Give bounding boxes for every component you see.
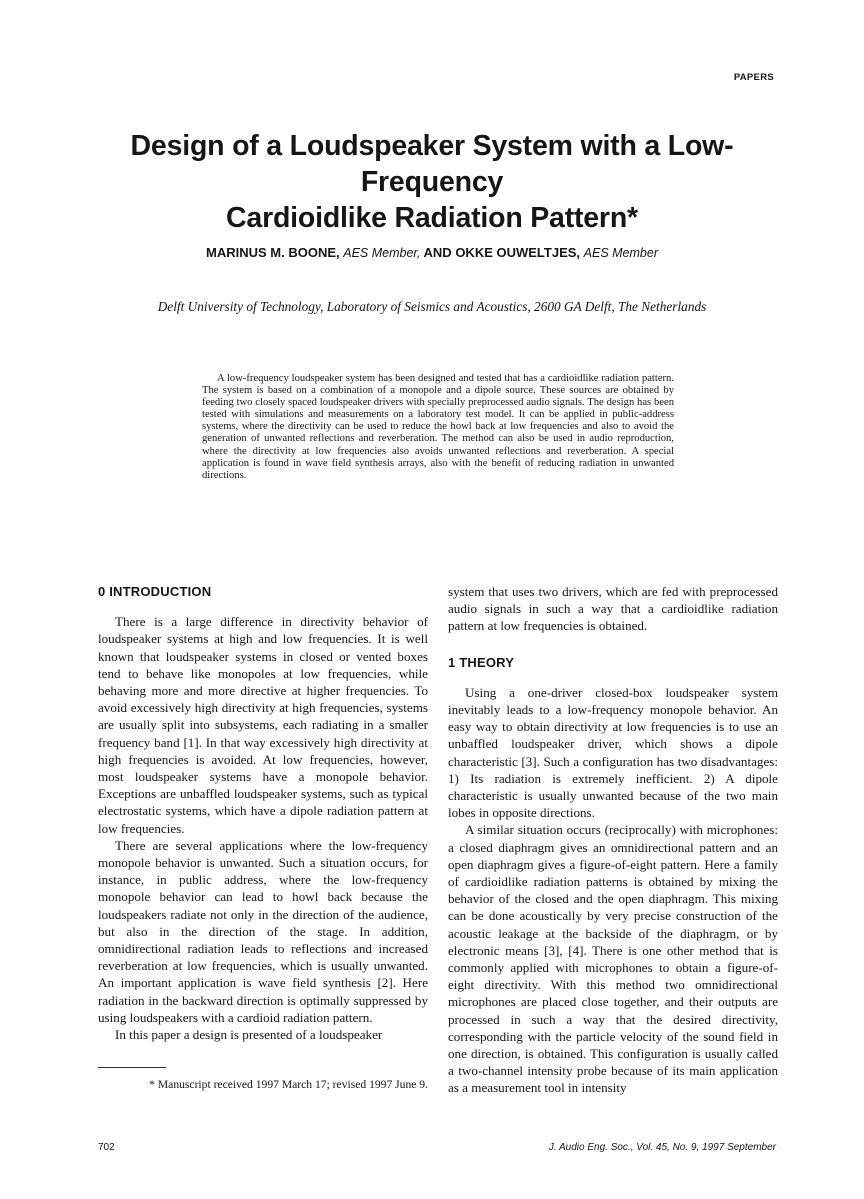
journal-reference: J. Audio Eng. Soc., Vol. 45, No. 9, 1997 September (548, 1142, 776, 1153)
title-line-1: Design of a Loudspeaker System with a Low-Frequency (130, 130, 734, 198)
theory-heading: 1 THEORY (448, 654, 515, 670)
right-column (448, 583, 778, 1097)
author-1-membership: AES Member, (343, 246, 421, 260)
intro-paragraph-1: There is a large difference in directivity behavior of loudspeaker systems at high and low frequencies. It is well known that loudspeaker systems in closed or vented boxes tend to behave like monopoles at low frequencies, while behaving more and more directive at higher frequencies. To avoid excessively high directivity at high frequencies, systems are usually split into subsystems, each radiating in a smaller frequency band [1]. In that way excessively high directivity at high frequencies is avoided. At low frequencies, however, most loudspeaker systems have a monopole behavior. Exceptions are unbaffled loudspeaker systems, such as typical electrostatic systems, which have a dipole radiation pattern at low frequencies. (98, 614, 428, 836)
author-1-name: MARINUS M. BOONE, (206, 245, 340, 260)
author-connector: AND (423, 245, 452, 260)
page-number: 702 (98, 1142, 115, 1153)
author-line (60, 245, 804, 260)
title-line-2: Cardioidlike Radiation Pattern* (226, 202, 638, 234)
footnote-divider (98, 1067, 166, 1068)
abstract: A low-frequency loudspeaker system has been designed and tested that has a cardioidlike radiation pattern. The system is based on a combination of a monopole and a dipole source. These sources are obtained by feeding two closely spaced loudspeaker drivers with specially preprocessed audio signals. The design has been tested with simulations and measurements on a laboratory test model. It can be applied in public-address systems, where the directivity can be used to reduce the howl back at low frequencies and also to avoid the generation of unwanted reflections and reverberation. The method can also be used in audio reproduction, where the directivity at low frequencies also avoids unwanted reflections and reverberation. A special application is found in wave field synthesis arrays, also with the benefit of reducing radiation in unwanted directions. (202, 373, 674, 481)
author-2-membership: AES Member (583, 246, 658, 260)
intro-paragraph-2: There are several applications where the low-frequency monopole behavior is unwanted. Such a situation occurs, for instance, in public address, where the low-frequency monopole behavior can lead to howl back because the loudspeakers radiate not only in the direction of the audience, but also in the direction of the stage. In addition, omnidirectional radiation leads to reflections and increased reverberation at low frequencies, which is usually unwanted. An important application is wave field synthesis [2]. Here radiation in the backward direction is optimally suppressed by using loudspeakers with a cardioid radiation pattern. (98, 837, 428, 1025)
theory-paragraph-2: A similar situation occurs (reciprocally) with microphones: a closed diaphragm gives an omnidirectional pattern and an open diaphragm gives a figure-of-eight pattern. Here a family of cardioidlike radiation patterns is obtained by mixing the behavior of the closed and the open diaphragm. This mixing can be done acoustically by very precise construction of the acoustic leakage at the backside of the diaphragm, or by electronic means [3], [4]. There is one other method that is commonly applied with microphones to obtain a figure-of-eight directivity. With this method two omnidirectional microphones are placed close together, and their outputs are processed in such a way that the desired directivity, corresponding with the particle velocity of the sound field in one direction, is obtained. This configuration is usually called a two-channel intensity probe because of its main application as a measurement tool in intensity (448, 822, 778, 1096)
footnote: * Manuscript received 1997 March 17; revised 1997 June 9. (149, 1078, 428, 1091)
author-2-name: OKKE OUWELTJES, (455, 245, 581, 260)
affiliation: Delft University of Technology, Laboratory of Seismics and Acoustics, 2600 GA Delft, The Netherlands (157, 299, 707, 314)
section-label: PAPERS (733, 72, 774, 83)
paper-title (60, 128, 804, 236)
introduction-heading: 0 INTRODUCTION (98, 584, 212, 599)
intro-paragraph-3-end: system that uses two drivers, which are fed with preprocessed audio signals in such a way that a cardioidlike radiation pattern at low frequencies is obtained. (448, 584, 778, 634)
intro-paragraph-3-start: In this paper a design is presented of a loudspeaker (115, 1027, 383, 1043)
theory-paragraph-1: Using a one-driver closed-box loudspeaker system inevitably leads to a low-frequency monopole behavior. An easy way to obtain directivity at low frequencies is to use an unbaffled loudspeaker driver, which shows a dipole characteristic [3]. Such a configuration has two disadvantages: 1) Its radiation is extremely inefficient. 2) A dipole characteristic is usually unwanted because of the two main lobes in opposite directions. (448, 684, 778, 821)
left-column (98, 583, 428, 1043)
